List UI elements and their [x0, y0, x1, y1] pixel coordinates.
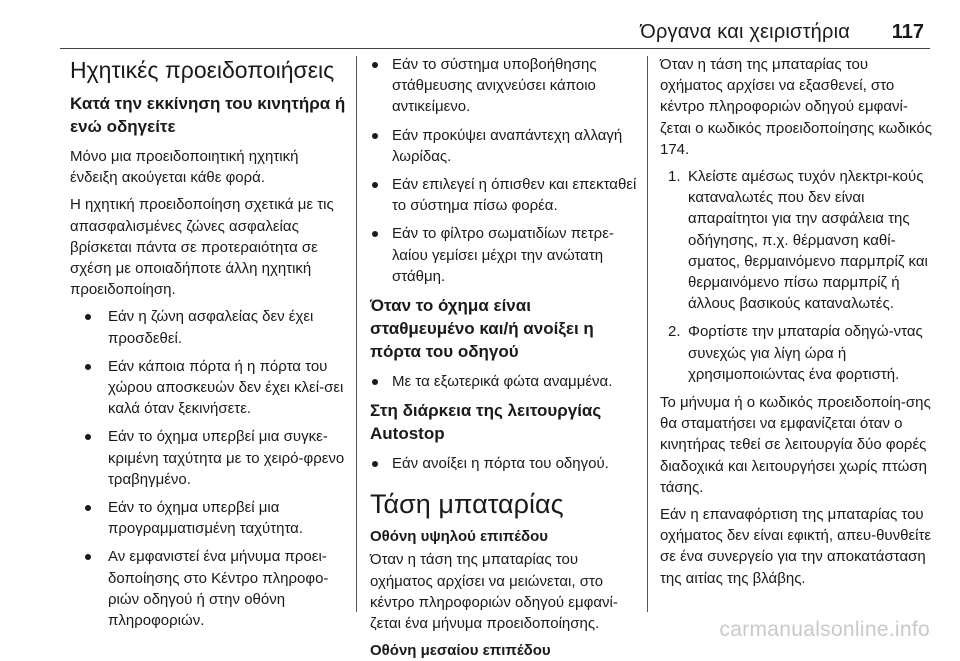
- list-item: 1. Κλείστε αμέσως τυχόν ηλεκτρι-κούς καταναλωτές που δεν είναι απαραίτητοι για την ασφάλεια της οδήγησης, π.χ. θέρμανση καθί-σματος, θερμαινόμενο παρμπρίζ και θερμαινόμενο πίσω παρμπρίζ ή άλλους βασικούς καταναλωτές.: [668, 168, 928, 313]
- paragraph: Η ηχητική προειδοποίηση σχετικά με τις απασφαλισμένες ζώνες ασφαλείας βρίσκεται πάντα σε προτεραιότητα σε σχέση με οποιαδήποτε άλλη ηχητική προειδοποίηση.: [70, 196, 334, 299]
- list-item: Εάν το σύστημα υποβοήθησης στάθμευσης ανιχνεύσει κάποιο αντικείμενο.: [370, 54, 638, 118]
- page-header: [60, 8, 930, 49]
- column-left: [70, 54, 348, 630]
- bullet-icon: [85, 314, 91, 320]
- list-item: Εάν το όχημα υπερβεί μια προγραμματισμένη ταχύτητα.: [70, 497, 348, 539]
- column-divider: [647, 56, 648, 612]
- subheading-autostop: Στη διάρκεια της λειτουργίας Autostop: [370, 401, 602, 444]
- list-item: Εάν η ζώνη ασφαλείας δεν έχει προσδεθεί.: [70, 306, 348, 348]
- list-item: Εάν το όχημα υπερβεί μια συγκε-κριμένη ταχύτητα με το χειρό-φρενο τραβηγμένο.: [70, 426, 348, 490]
- bullet-icon: [85, 554, 91, 560]
- step-number: 2.: [668, 323, 681, 341]
- column-middle: [370, 54, 638, 660]
- paragraph: Εάν η επαναφόρτιση της μπαταρίας του οχήματος δεν είναι εφικτή, απευ-θυνθείτε σε ένα συνεργείο για την αποκατάσταση της αιτίας της βλάβης.: [660, 506, 932, 587]
- bullet-list: [370, 371, 638, 392]
- list-item: 2. Φορτίστε την μπαταρία οδηγώ-ντας συνεχώς για λίγη ώρα ή χρησιμοποιώντας ένα φορτιστή.: [668, 323, 923, 383]
- paragraph: Όταν η τάση της μπαταρίας του οχήματος αρχίσει να εξασθενεί, στο κέντρο πληροφοριών οδηγού εμφανί-ζεται ο κωδικός προειδοποίησης κωδικός 174.: [660, 56, 932, 158]
- paragraph: Όταν η τάση της μπαταρίας του οχήματος αρχίσει να μειώνεται, στο κέντρο πληροφοριών οδηγού εμφανί-ζεται ένα μήνυμα προειδοποίησης.: [370, 551, 618, 633]
- bullet-icon: [85, 434, 91, 440]
- column-divider: [356, 56, 357, 612]
- list-item: Αν εμφανιστεί ένα μήνυμα προει-δοποίησης στο Κέντρο πληροφο-ριών οδηγού ή στην οθόνη πληροφοριών.: [70, 546, 348, 631]
- list-item: Εάν προκύψει αναπάντεχη αλλαγή λωρίδας.: [370, 125, 638, 167]
- bullet-icon: [372, 231, 378, 237]
- list-item: Εάν επιλεγεί η όπισθεν και επεκταθεί το σύστημα πίσω φορέα.: [370, 174, 638, 216]
- column-right: [660, 54, 932, 614]
- section-title-warning-chimes: Ηχητικές προειδοποιήσεις: [70, 57, 335, 83]
- paragraph: Μόνο μια προειδοποιητική ηχητική ένδειξη ακούγεται κάθε φορά.: [70, 148, 299, 187]
- bullet-icon: [85, 364, 91, 370]
- bullet-icon: [372, 379, 378, 385]
- bullet-list: [70, 306, 348, 631]
- bullet-list: [370, 54, 638, 287]
- minor-heading-high-level-display: Οθόνη υψηλού επιπέδου: [370, 528, 549, 546]
- bullet-list: [370, 453, 638, 474]
- paragraph: Το μήνυμα ή ο κωδικός προειδοποίη-σης θα σταματήσει να εμφανίζεται όταν ο κινητήρας τεθεί σε λειτουργία δύο φορές διαδοχικά και λειτουργήσει χωρίς πτώση τάσης.: [660, 394, 931, 496]
- watermark: carmanualsonline.info: [719, 617, 930, 641]
- page-number: 117: [891, 21, 924, 43]
- step-number: 1.: [668, 168, 681, 186]
- bullet-icon: [372, 461, 378, 467]
- section-title-battery-voltage: Τάση μπαταρίας: [370, 489, 564, 520]
- minor-heading-mid-level-display: Οθόνη μεσαίου επιπέδου: [370, 642, 551, 660]
- subheading-parked: Όταν το όχημα είναι σταθμευμένο και/ή ανοίξει η πόρτα του οδηγού: [370, 296, 594, 362]
- bullet-icon: [372, 133, 378, 139]
- numbered-list: [660, 166, 932, 385]
- bullet-icon: [372, 182, 378, 188]
- list-item: Εάν το φίλτρο σωματιδίων πετρε-λαίου γεμίσει μέχρι την ανώτατη στάθμη.: [370, 223, 638, 287]
- bullet-icon: [372, 62, 378, 68]
- subheading-engine-start: Κατά την εκκίνηση του κινητήρα ή ενώ οδηγείτε: [70, 94, 346, 136]
- list-item: Με τα εξωτερικά φώτα αναμμένα.: [370, 371, 638, 392]
- bullet-icon: [85, 505, 91, 511]
- list-item: Εάν κάποια πόρτα ή η πόρτα του χώρου αποσκευών δεν έχει κλεί-σει καλά όταν ξεκινήσετε.: [70, 356, 348, 420]
- chapter-title: Όργανα και χειριστήρια: [640, 21, 850, 43]
- list-item: Εάν ανοίξει η πόρτα του οδηγού.: [370, 453, 638, 474]
